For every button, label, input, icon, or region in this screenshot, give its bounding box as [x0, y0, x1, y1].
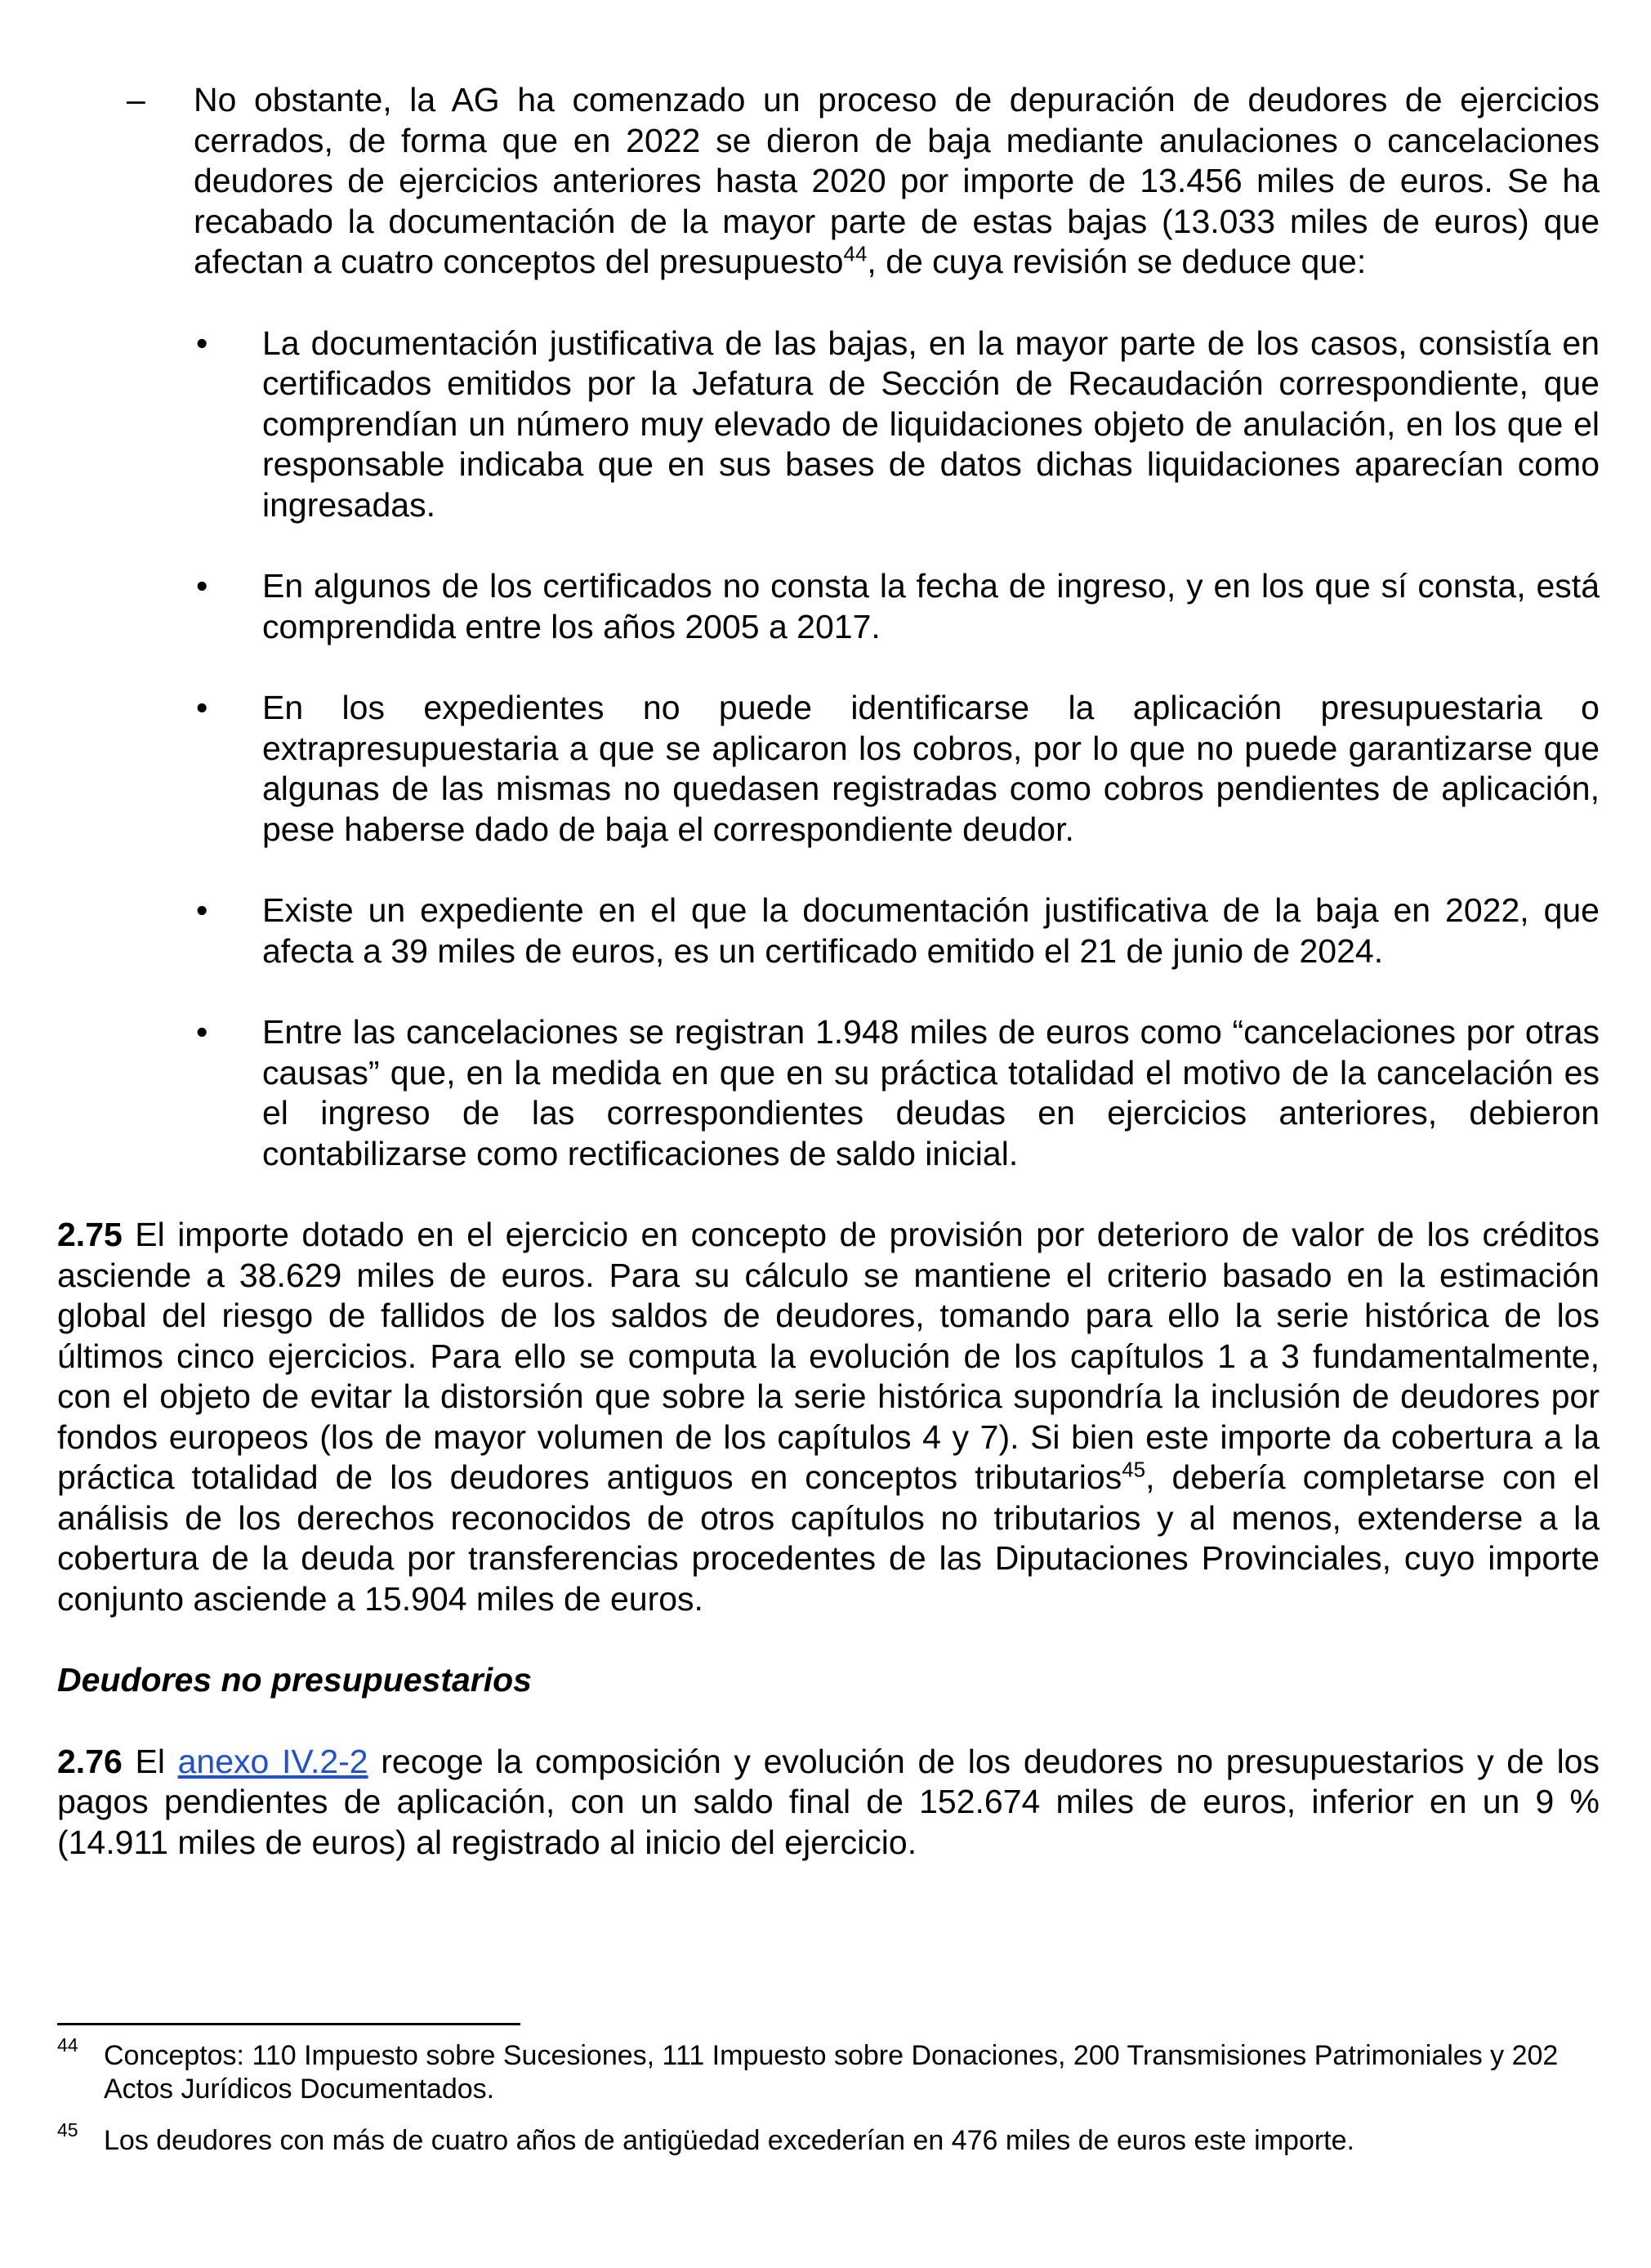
bullet-text: En algunos de los certificados no consta la fecha de ingreso, y en los que sí consta, está comprendida entre los años 2005 a 2017.: [262, 567, 1600, 645]
footnote-ref-45[interactable]: 45: [1122, 1457, 1146, 1482]
bullet-item: [57, 1012, 1600, 1174]
annex-link[interactable]: anexo IV.2-2: [177, 1742, 368, 1780]
bullet-item: [57, 891, 1600, 971]
footnote-text: Los deudores con más de cuatro años de antigüedad excederían en 476 miles de euros este importe.: [104, 2125, 1354, 2156]
bullet-marker: •: [196, 689, 208, 726]
dash-list-item: [57, 80, 1600, 283]
paragraph-2-75: [57, 1215, 1600, 1619]
footnote-text: Conceptos: 110 Impuesto sobre Sucesiones, 111 Impuesto sobre Donaciones, 200 Transmisiones Patrimoniales y 202 Actos Jurídicos Documentados.: [104, 2040, 1559, 2105]
bullet-marker: •: [196, 1013, 208, 1051]
section-subheading: Deudores no presupuestarios: [57, 1661, 532, 1699]
paragraph-text-tail: , debería completarse con el análisis de los derechos reconocidos de otros capítulos no tributarios y al menos, extenderse a la cobertura de la deuda por transferencias procedentes de las Diputaciones Provinciales, cuyo importe conjunto asciende a 15.904 miles de euros.: [57, 1458, 1600, 1618]
bullet-text: Existe un expediente en el que la documentación justificativa de la baja en 2022, que afecta a 39 miles de euros, es un certificado emitido el 21 de junio de 2024.: [262, 891, 1600, 970]
bullet-item: [57, 566, 1600, 647]
footnotes: [57, 2034, 1600, 2158]
paragraph-number: 2.76: [57, 1742, 123, 1780]
paragraph-text: recoge la composición y evolución de los deudores no presupuestarios y de los pagos pendientes de aplicación, con un saldo final de 152.674 miles de euros, inferior en un 9 % (14.911 miles de euros) al registrado al inicio del ejercicio.: [57, 1742, 1600, 1861]
bullet-text: La documentación justificativa de las bajas, en la mayor parte de los casos, consistía en certificados emitidos por la Jefatura de Sección de Recaudación correspondiente, que comprendían un número muy elevado de liquidaciones objeto de anulación, en los que el responsable indicaba que en sus bases de datos dichas liquidaciones aparecían como ingresadas.: [262, 324, 1600, 524]
document-page: [57, 80, 1600, 1863]
paragraph-number: 2.75: [57, 1216, 123, 1253]
bullet-text: Entre las cancelaciones se registran 1.948 miles de euros como “cancelaciones por otras causas” que, en la medida en que en su práctica totalidad el motivo de la cancelación es el ingreso de las correspondientes deudas en ejercicios anteriores, debieron contabilizarse como rectificaciones de saldo inicial.: [262, 1013, 1600, 1172]
bullet-marker: •: [196, 891, 208, 929]
paragraph-2-76: [57, 1742, 1600, 1864]
bullet-item: [57, 688, 1600, 850]
footnote-ref-44[interactable]: 44: [843, 241, 868, 266]
paragraph-text-lead: El: [122, 1742, 178, 1780]
bullet-list: [57, 324, 1600, 1175]
footnote-number: 45: [57, 2119, 78, 2141]
footnote-number: 44: [57, 2034, 78, 2056]
dash-marker: –: [127, 81, 145, 118]
bullet-marker: •: [196, 324, 208, 362]
dash-item-text: [194, 80, 1600, 283]
dash-item-text-main: No obstante, la AG ha comenzado un proceso de depuración de deudores de ejercicios cerrados, de forma que en 2022 se dieron de baja mediante anulaciones o cancelaciones deudores de ejercicios anteriores hasta 2020 por importe de 13.456 miles de euros. Se ha recabado la documentación de la mayor parte de estas bajas (13.033 miles de euros) que afectan a cuatro conceptos del presupuesto: [194, 81, 1600, 280]
footnote-44: [57, 2034, 1600, 2106]
bullet-text: En los expedientes no puede identificarse la aplicación presupuestaria o extrapresupuestaria a que se aplicaron los cobros, por lo que no puede garantizarse que algunas de las mismas no quedasen registradas como cobros pendientes de aplicación, pese haberse dado de baja el correspondiente deudor.: [262, 689, 1600, 848]
dash-item-text-tail: , de cuya revisión se deduce que:: [867, 243, 1367, 280]
bullet-marker: •: [196, 567, 208, 605]
footnote-separator: [57, 2023, 520, 2025]
paragraph-text: El importe dotado en el ejercicio en concepto de provisión por deterioro de valor de los créditos asciende a 38.629 miles de euros. Para su cálculo se mantiene el criterio basado en la estimación global del riesgo de fallidos de los saldos de deudores, tomando para ello la serie histórica de los últimos cinco ejercicios. Para ello se computa la evolución de los capítulos 1 a 3 fundamentalmente, con el objeto de evitar la distorsión que sobre la serie histórica supondría la inclusión de deudores por fondos europeos (los de mayor volumen de los capítulos 4 y 7). Si bien este importe da cobertura a la práctica totalidad de los deudores antiguos en conceptos tributarios: [57, 1216, 1600, 1496]
bullet-item: [57, 324, 1600, 526]
footnote-45: [57, 2119, 1600, 2158]
